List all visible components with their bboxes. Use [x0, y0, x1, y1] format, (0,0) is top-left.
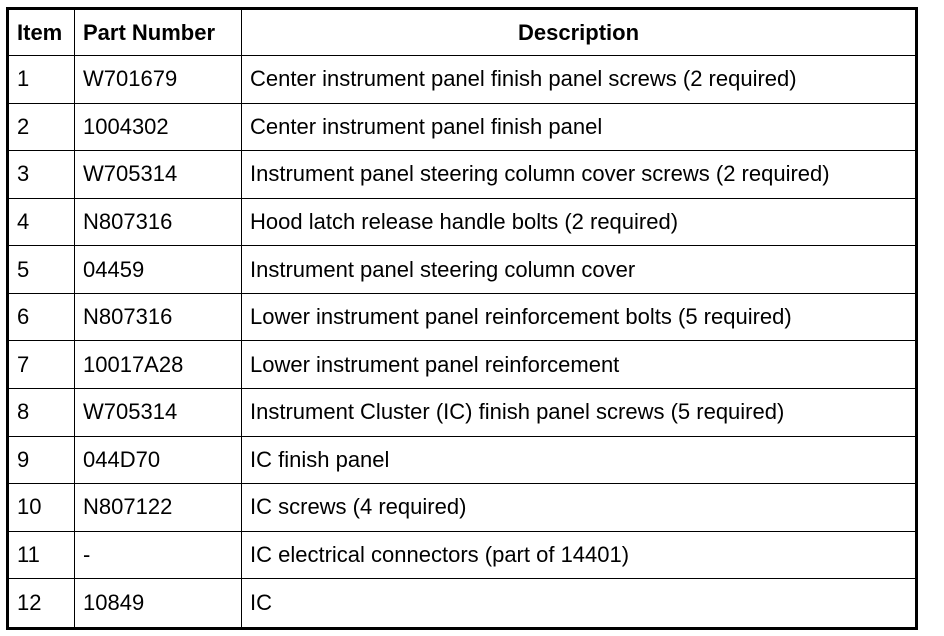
description-cell: Center instrument panel finish panel screws (2 required) [242, 56, 917, 104]
item-cell: 3 [8, 151, 75, 199]
item-cell: 9 [8, 436, 75, 484]
table-row [8, 484, 917, 532]
part-number-cell: 1004302 [75, 103, 242, 151]
description-cell: Instrument panel steering column cover screws (2 required) [242, 151, 917, 199]
part-number-cell: W701679 [75, 56, 242, 104]
table-row [8, 246, 917, 294]
table-row [8, 151, 917, 199]
item-cell: 11 [8, 531, 75, 579]
item-cell: 5 [8, 246, 75, 294]
item-cell: 10 [8, 484, 75, 532]
item-cell: 4 [8, 198, 75, 246]
item-cell: 12 [8, 579, 75, 629]
header-row [8, 9, 917, 56]
description-cell: IC finish panel [242, 436, 917, 484]
description-cell: Center instrument panel finish panel [242, 103, 917, 151]
part-number-cell: 044D70 [75, 436, 242, 484]
item-cell: 7 [8, 341, 75, 389]
description-cell: Lower instrument panel reinforcement [242, 341, 917, 389]
header-part-number: Part Number [75, 9, 242, 56]
table-row [8, 436, 917, 484]
part-number-cell: N807122 [75, 484, 242, 532]
table-row [8, 103, 917, 151]
table-row [8, 198, 917, 246]
description-cell: Instrument panel steering column cover [242, 246, 917, 294]
table-row [8, 388, 917, 436]
header-item: Item [8, 9, 75, 56]
table-row [8, 56, 917, 104]
item-cell: 6 [8, 293, 75, 341]
table-row [8, 531, 917, 579]
table-row [8, 293, 917, 341]
item-cell: 2 [8, 103, 75, 151]
part-number-cell: - [75, 531, 242, 579]
description-cell: Lower instrument panel reinforcement bolts (5 required) [242, 293, 917, 341]
part-number-cell: N807316 [75, 198, 242, 246]
parts-table [6, 7, 918, 630]
table-row [8, 579, 917, 629]
part-number-cell: N807316 [75, 293, 242, 341]
part-number-cell: 10017A28 [75, 341, 242, 389]
description-cell: IC [242, 579, 917, 629]
part-number-cell: W705314 [75, 151, 242, 199]
part-number-cell: 04459 [75, 246, 242, 294]
description-cell: Hood latch release handle bolts (2 required) [242, 198, 917, 246]
part-number-cell: 10849 [75, 579, 242, 629]
header-description: Description [242, 9, 917, 56]
description-cell: Instrument Cluster (IC) finish panel screws (5 required) [242, 388, 917, 436]
item-cell: 8 [8, 388, 75, 436]
part-number-cell: W705314 [75, 388, 242, 436]
description-cell: IC electrical connectors (part of 14401) [242, 531, 917, 579]
description-cell: IC screws (4 required) [242, 484, 917, 532]
table-row [8, 341, 917, 389]
item-cell: 1 [8, 56, 75, 104]
